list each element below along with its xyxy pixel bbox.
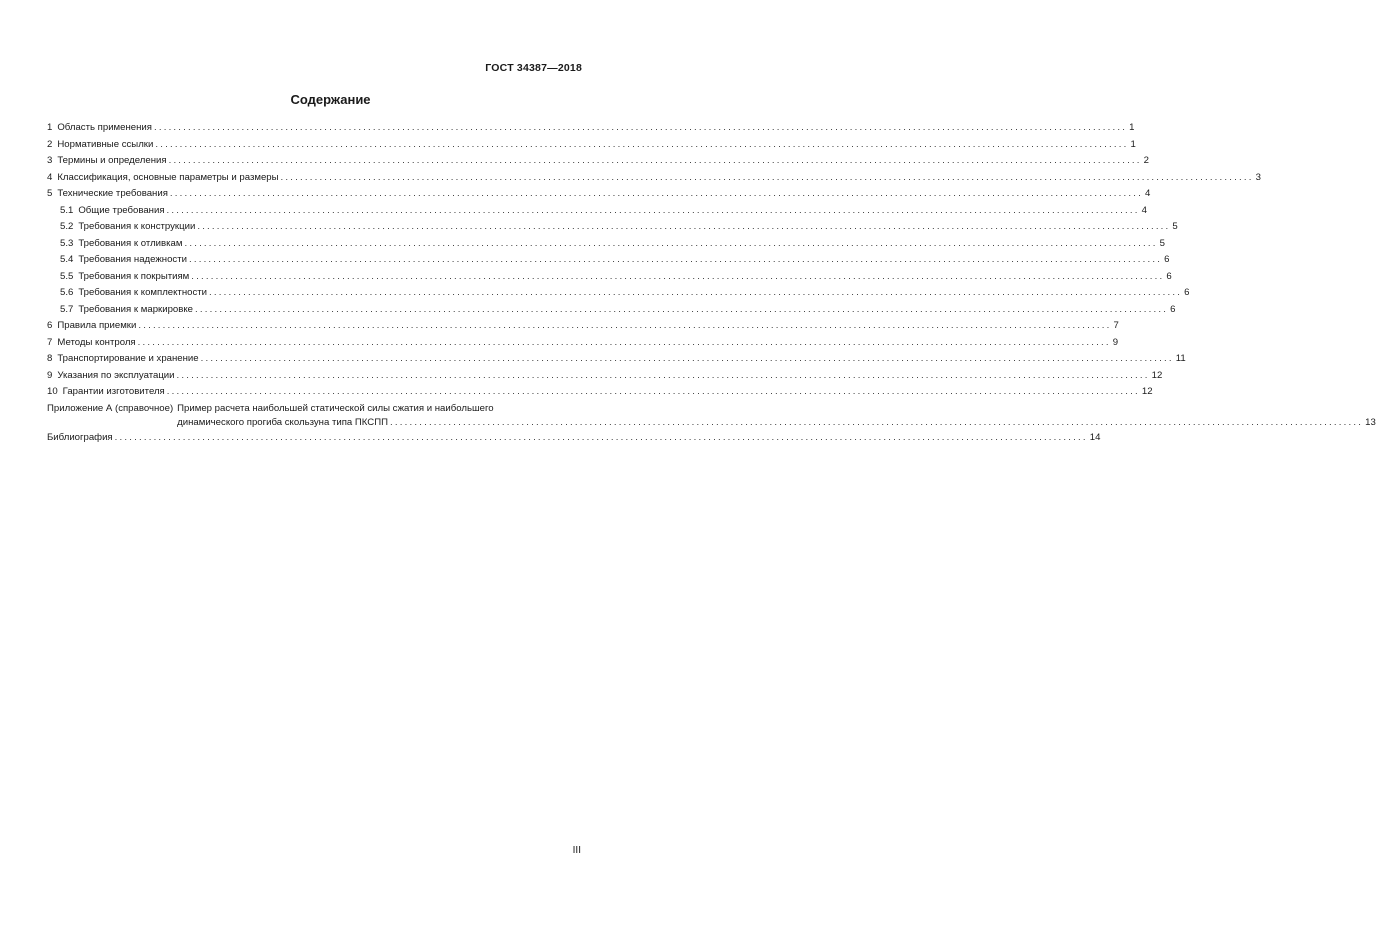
toc-entry[interactable] <box>47 269 1172 286</box>
leader-dots: ........................................................................................................................................................................................................ <box>184 237 1158 249</box>
leader-dots: ........................................................................................................................................................................................................ <box>169 188 1143 199</box>
leader-dots: ........................................................................................................................................................................................................ <box>137 336 1111 348</box>
toc-entry-number: 5.3 <box>60 237 74 249</box>
toc-entry-number: 5.4 <box>60 254 74 265</box>
toc-entry[interactable] <box>47 186 1151 203</box>
toc-entry[interactable] <box>47 384 1153 401</box>
toc-entry-label: Требования к маркировке <box>78 303 193 315</box>
document-code: ГОСТ 34387—2018 <box>485 62 582 74</box>
leader-dots: ........................................................................................................................................................................................................ <box>191 270 1165 282</box>
bibliography-page-number: 14 <box>1089 431 1101 443</box>
appendix-title-line2-row <box>177 416 1376 430</box>
toc-entry-number: 3 <box>47 155 53 166</box>
toc-entry-number: 2 <box>47 138 53 150</box>
toc-entry-page-number: 1 <box>1130 138 1136 150</box>
leader-dots: ........................................................................................................................................................................................................ <box>280 171 1254 183</box>
leader-dots: ........................................................................................................................................................................................................ <box>153 122 1128 133</box>
toc-entry-page-number: 7 <box>1113 320 1119 331</box>
toc-entry[interactable] <box>47 318 1119 335</box>
toc-entry-number: 9 <box>47 369 53 381</box>
leader-dots: ........................................................................................................................................................................................................ <box>188 254 1163 265</box>
toc-entry-label: Требования к конструкции <box>78 221 196 232</box>
appendix-body <box>177 402 1376 430</box>
toc-entry[interactable] <box>47 368 1163 385</box>
toc-entry-label: Общие требования <box>78 204 165 216</box>
toc-entry-number: 4 <box>47 171 53 183</box>
toc-entry[interactable] <box>47 285 1190 302</box>
toc-entry-page-number: 12 <box>1141 386 1153 397</box>
leader-dots: ........................................................................................................................................................................................................ <box>114 431 1088 443</box>
toc-entry-label: Гарантии изготовителя <box>62 386 165 397</box>
toc-entry-page-number: 6 <box>1184 287 1190 298</box>
toc-entry-page-number: 2 <box>1143 155 1150 166</box>
toc-entry-page-number: 9 <box>1112 336 1119 348</box>
toc-entry-number: 6 <box>47 320 53 331</box>
toc-entry-page-number: 5 <box>1172 221 1178 232</box>
leader-dots: ........................................................................................................................................................................................................ <box>200 353 1174 364</box>
leader-dots: ........................................................................................................................................................................................................ <box>168 155 1142 166</box>
toc-entry-label: Указания по эксплуатации <box>57 369 175 381</box>
leader-dots: ........................................................................................................................................................................................................ <box>195 303 1169 315</box>
toc-entry-label: Требования к покрытиям <box>78 270 190 282</box>
appendix-page-number: 13 <box>1365 416 1376 428</box>
toc-entry-label: Методы контроля <box>57 336 136 348</box>
toc-entry[interactable] <box>47 170 1261 187</box>
toc-entry[interactable] <box>47 219 1178 236</box>
leader-dots: ........................................................................................................................................................................................................ <box>166 386 1140 397</box>
toc-entry[interactable] <box>47 335 1119 352</box>
toc-entry-page-number: 6 <box>1164 254 1170 265</box>
toc-entry[interactable] <box>47 153 1150 170</box>
toc-entry[interactable] <box>47 137 1136 154</box>
toc-entry-label: Нормативные ссылки <box>57 138 154 150</box>
leader-dots: ........................................................................................................................................................................................................ <box>166 204 1140 216</box>
toc-entry-page-number: 4 <box>1145 188 1151 199</box>
toc-entry-number: 5.6 <box>60 287 74 298</box>
toc-title: Содержание <box>290 92 371 107</box>
appendix-title-line1: Пример расчета наибольшей статической силы сжатия и наибольшего <box>177 402 494 414</box>
toc-entry-number: 5.1 <box>60 204 74 216</box>
toc-entry-label: Требования к комплектности <box>78 287 208 298</box>
toc-entry-number: 5.5 <box>60 270 74 282</box>
toc-entry-label: Технические требования <box>57 188 168 199</box>
appendix-title-line2: динамического прогиба скользуна типа ПКСПП <box>177 416 389 428</box>
toc-entry-label: Классификация, основные параметры и размеры <box>57 171 279 183</box>
toc-entry-page-number: 3 <box>1255 171 1261 183</box>
page-number: III <box>572 845 581 856</box>
toc-entry[interactable] <box>47 351 1186 368</box>
toc-entry[interactable] <box>47 120 1135 137</box>
leader-dots: ........................................................................................................................................................................................................ <box>138 320 1112 331</box>
toc-entry-number: 8 <box>47 353 53 364</box>
toc-entry-page-number: 6 <box>1170 303 1176 315</box>
toc-entry[interactable] <box>47 302 1176 319</box>
toc-entry-page-number: 1 <box>1129 122 1135 133</box>
toc-bibliography-entry[interactable] <box>47 430 1101 447</box>
leader-dots: ........................................................................................................................................................................................................ <box>209 287 1183 298</box>
toc-entry-label: Требования надежности <box>78 254 187 265</box>
toc-entry-page-number: 11 <box>1175 353 1186 364</box>
toc-items <box>47 120 1261 401</box>
leader-dots: ........................................................................................................................................................................................................ <box>197 221 1171 232</box>
leader-dots: ........................................................................................................................................................................................................ <box>176 369 1150 381</box>
toc-appendix-entry[interactable] <box>47 402 1376 430</box>
toc-entry-page-number: 5 <box>1159 237 1165 249</box>
toc-entry-number: 5.2 <box>60 221 74 232</box>
toc-entry-label: Правила приемки <box>57 320 137 331</box>
toc-entry-label: Требования к отливкам <box>78 237 183 249</box>
table-of-contents <box>47 120 1376 446</box>
bibliography-label: Библиография <box>47 431 113 443</box>
toc-entry-label: Транспортирование и хранение <box>57 353 199 364</box>
toc-entry[interactable] <box>47 236 1165 253</box>
toc-entry-number: 7 <box>47 336 53 348</box>
toc-entry-label: Термины и определения <box>57 155 167 166</box>
toc-entry-label: Область применения <box>57 122 152 133</box>
toc-entry-page-number: 4 <box>1141 204 1147 216</box>
toc-entry-number: 10 <box>47 386 58 397</box>
toc-entry-number: 5.7 <box>60 303 74 315</box>
toc-entry-page-number: 12 <box>1151 369 1163 381</box>
toc-entry[interactable] <box>47 203 1147 220</box>
toc-entry-number: 1 <box>47 122 53 133</box>
leader-dots: ........................................................................................................................................................................................................ <box>390 416 1364 428</box>
toc-entry-number: 5 <box>47 188 53 199</box>
leader-dots: ........................................................................................................................................................................................................ <box>155 138 1129 150</box>
toc-entry-page-number: 6 <box>1166 270 1172 282</box>
toc-entry[interactable] <box>47 252 1170 269</box>
appendix-prefix: Приложение А (справочное) <box>47 402 174 414</box>
